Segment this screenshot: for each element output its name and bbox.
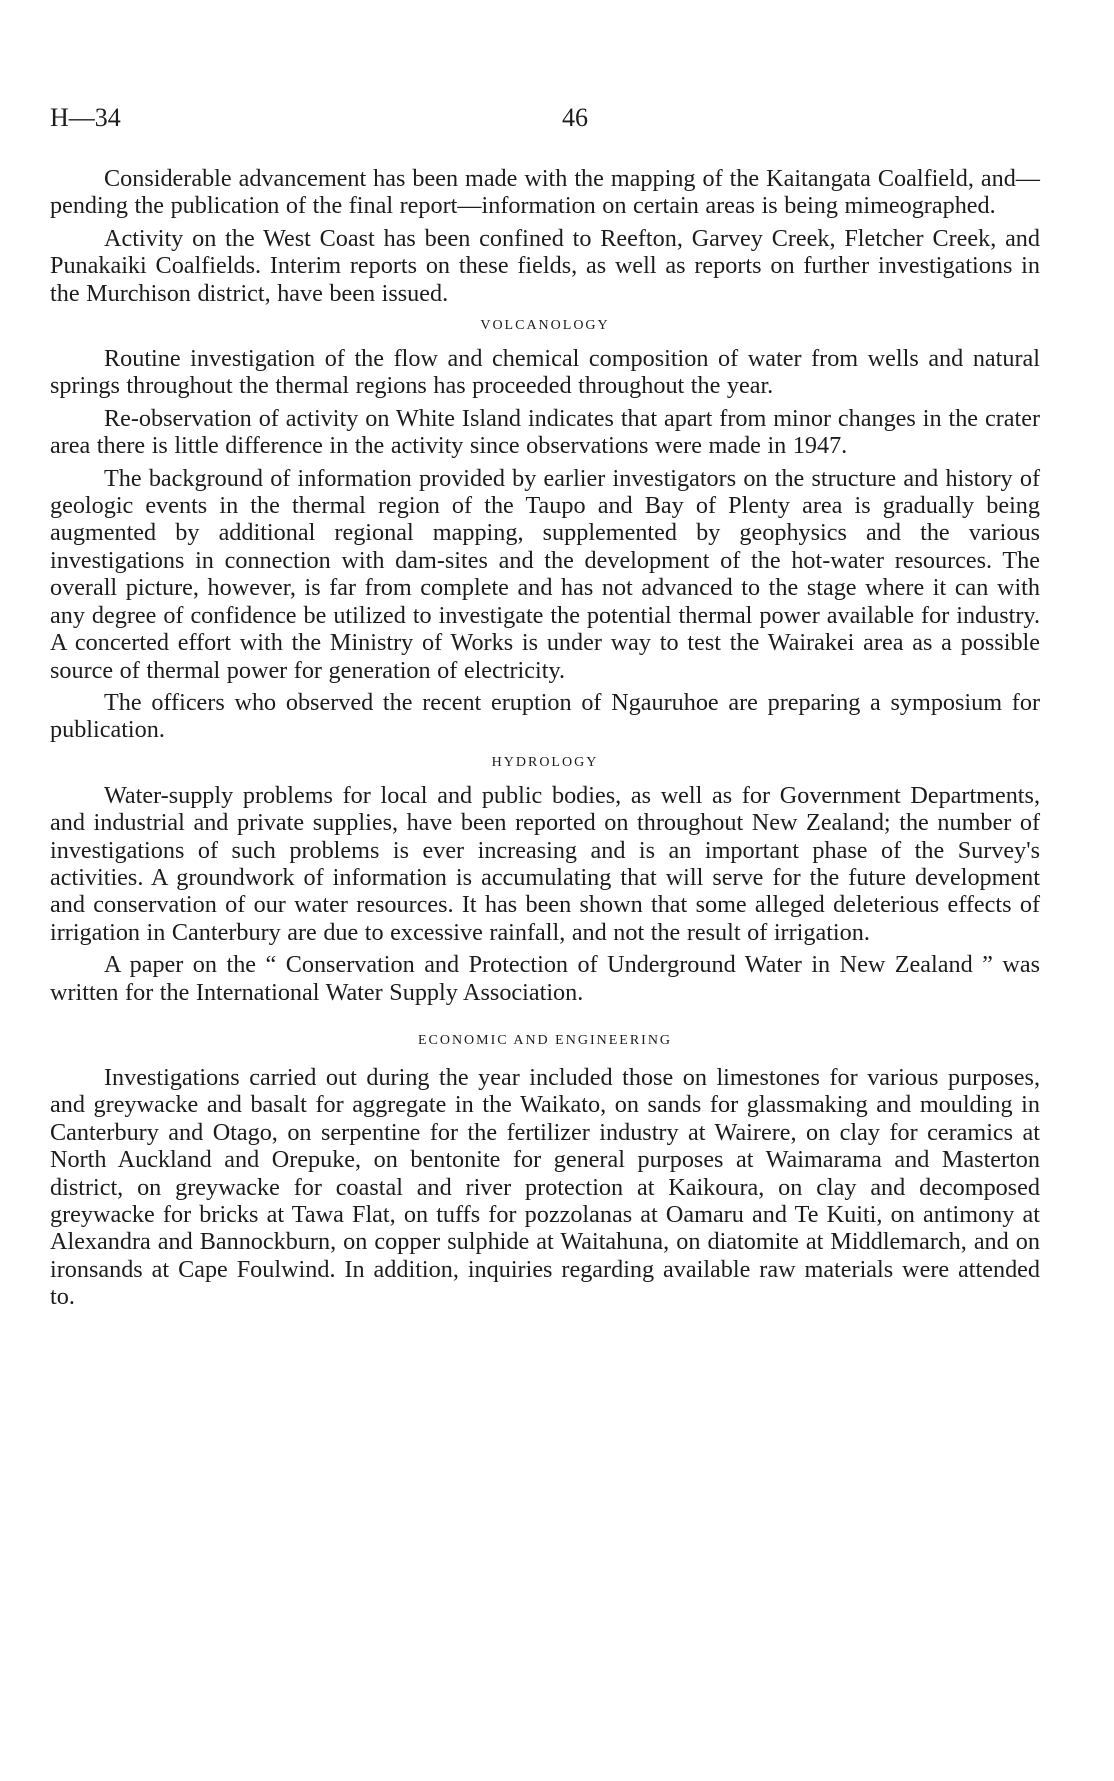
page-number: 46	[562, 103, 588, 132]
paragraph: Re-observation of activity on White Island indicates that apart from minor changes in the crater area there is little difference in the activity since observations were made in 1947.	[50, 404, 1040, 460]
paragraph: The background of information provided by earlier investigators on the structure and history of geologic events in the thermal region of the Taupo and Bay of Plenty area is gradually being augmented by additional regional mapping, supplemented by geophysics and the various investigations in connection with dam-sites and the development of the hot-water resources. The overall picture, however, is far from complete and has not advanced to the stage where it can with any degree of confidence be utilized to investigate the potential thermal power available for industry. A concerted effort with the Ministry of Works is under way to test the Wairakei area as a possible source of thermal power for generation of electricity.	[50, 464, 1040, 684]
paragraph: The officers who observed the recent eruption of Ngauruhoe are preparing a symposium for publication.	[50, 688, 1040, 744]
paragraph: Investigations carried out during the year included those on limestones for various purposes, and greywacke and basalt for aggregate in the Waikato, on sands for glassmaking and moulding in Canterbury and Otago, on serpentine for the fertilizer industry at Wairere, on clay for ceramics at North Auckland and Orepuke, on bentonite for general purposes at Waimarama and Masterton district, on greywacke for coastal and river protection at Kaikoura, on clay and decomposed greywacke for bricks at Tawa Flat, on tuffs for pozzolanas at Oamaru and Te Kuiti, on antimony at Alexandra and Bannockburn, on copper sulphide at Waitahuna, on diatomite at Middlemarch, and on ironsands at Cape Foulwind. In addition, inquiries regarding available raw materials were attended to.	[50, 1063, 1040, 1311]
page-header	[50, 103, 1040, 137]
paragraph: A paper on the “ Conservation and Protection of Underground Water in New Zealand ” was written for the International Water Supply Association.	[50, 951, 1040, 1006]
paragraph: Activity on the West Coast has been confined to Reefton, Garvey Creek, Fletcher Creek, and Punakaiki Coalfields. Interim reports on these fields, as well as reports on further investigations in the Murchison district, have been issued.	[50, 224, 1040, 307]
paragraph: Water-supply problems for local and public bodies, as well as for Government Departments, and industrial and private supplies, have been reported on throughout New Zealand; the number of investigations of such problems is ever increasing and is an important phase of the Survey's activities. A groundwork of information is accumulating that will serve for the future development and conservation of our water resources. It has been shown that some alleged deleterious effects of irrigation in Canterbury are due to excessive rainfall, and not the result of irrigation.	[50, 781, 1040, 946]
document-body	[50, 165, 1040, 1316]
paragraph: Routine investigation of the flow and chemical composition of water from wells and natural springs throughout the thermal regions has proceeded throughout the year.	[50, 345, 1040, 400]
section-heading-volcanology: VOLCANOLOGY	[480, 318, 610, 334]
report-reference: H—34	[50, 103, 121, 132]
section-heading-hydrology: HYDROLOGY	[491, 754, 599, 770]
paragraph: Considerable advancement has been made with the mapping of the Kaitangata Coalfield, and—pending the publication of the final report—information on certain areas is being mimeographed.	[50, 165, 1040, 220]
section-heading-economic-engineering: ECONOMIC AND ENGINEERING	[417, 1032, 673, 1048]
